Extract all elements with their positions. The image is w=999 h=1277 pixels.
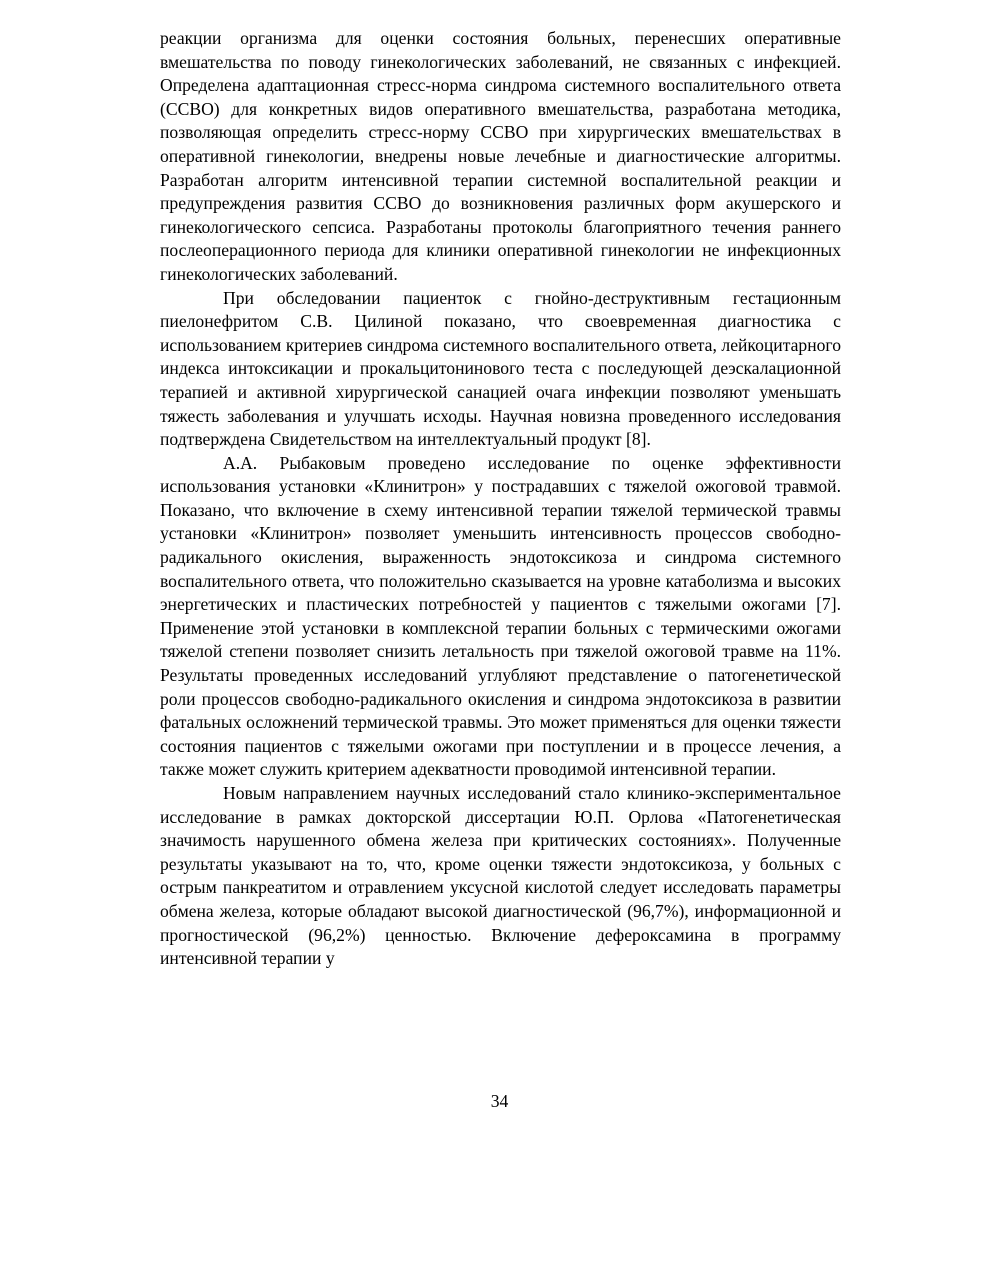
paragraph-3: А.А. Рыбаковым проведено исследование по оценке эффективности использования установки «Клинитрон» у пострадавших с тяжелой ожоговой травмой. Показано, что включение в схему интенсивной терапии тяжелой термической травмы установки «Клинитрон» позволяет уменьшить интенсивность процессов свободно-радикального окисления, выраженность эндотоксикоза и синдрома системного воспалительного ответа, что положительно сказывается на уровне катаболизма и высоких энергетических и пластических потребностей у пациентов с тяжелыми ожогами [7]. Применение этой установки в комплексной терапии больных с термическими ожогами тяжелой степени позволяет снизить летальность при тяжелой ожоговой травме на 11%. Результаты проведенных исследований углубляют представление о патогенетической роли процессов свободно-радикального окисления и синдрома эндотоксикоза в развитии фатальных осложнений термической травмы. Это может применяться для оценки тяжести состояния пациентов с тяжелыми ожогами при поступлении и в процессе лечения, а также может служить критерием адекватности проводимой интенсивной терапии. [160, 452, 841, 780]
document-body [160, 27, 841, 971]
paragraph-1: реакции организма для оценки состояния больных, перенесших оперативные вмешательства по поводу гинекологических заболеваний, не связанных с инфекцией. Определена адаптационная стресс-норма синдрома системного воспалительного ответа (ССВО) для конкретных видов оперативного вмешательства, разработана методика, позволяющая определить стресс-норму ССВО при хирургических вмешательствах в оперативной гинекологии, внедрены новые лечебные и диагностические алгоритмы. Разработан алгоритм интенсивной терапии системной воспалительной реакции и предупреждения развития ССВО до возникновения различных форм акушерского и гинекологического сепсиса. Разработаны протоколы благоприятного течения раннего послеоперационного периода для клиники оперативной гинекологии не инфекционных гинекологических заболеваний. [160, 28, 841, 284]
paragraph-2: При обследовании пациенток с гнойно-деструктивным гестационным пиелонефритом С.В. Цилиной показано, что своевременная диагностика с использованием критериев синдрома системного воспалительного ответа, лейкоцитарного индекса интоксикации и прокальцитонинового теста с последующей деэскалационной терапией и активной хирургической санацией очага инфекции позволяют уменьшать тяжесть заболевания и улучшать исходы. Научная новизна проведенного исследования подтверждена Свидетельством на интеллектуальный продукт [8]. [160, 287, 841, 450]
page-number: 34 [490, 1091, 509, 1111]
paragraph-4: Новым направлением научных исследований стало клинико-экспериментальное исследование в рамках докторской диссертации Ю.П. Орлова «Патогенетическая значимость нарушенного обмена железа при критических состояниях». Полученные результаты указывают на то, что, кроме оценки тяжести эндотоксикоза, у больных с острым панкреатитом и отравлением уксусной кислотой следует исследовать параметры обмена железа, которые обладают высокой диагностической (96,7%), информационной и прогностической (96,2%) ценностью. Включение дефероксамина в программу интенсивной терапии у [160, 783, 841, 969]
